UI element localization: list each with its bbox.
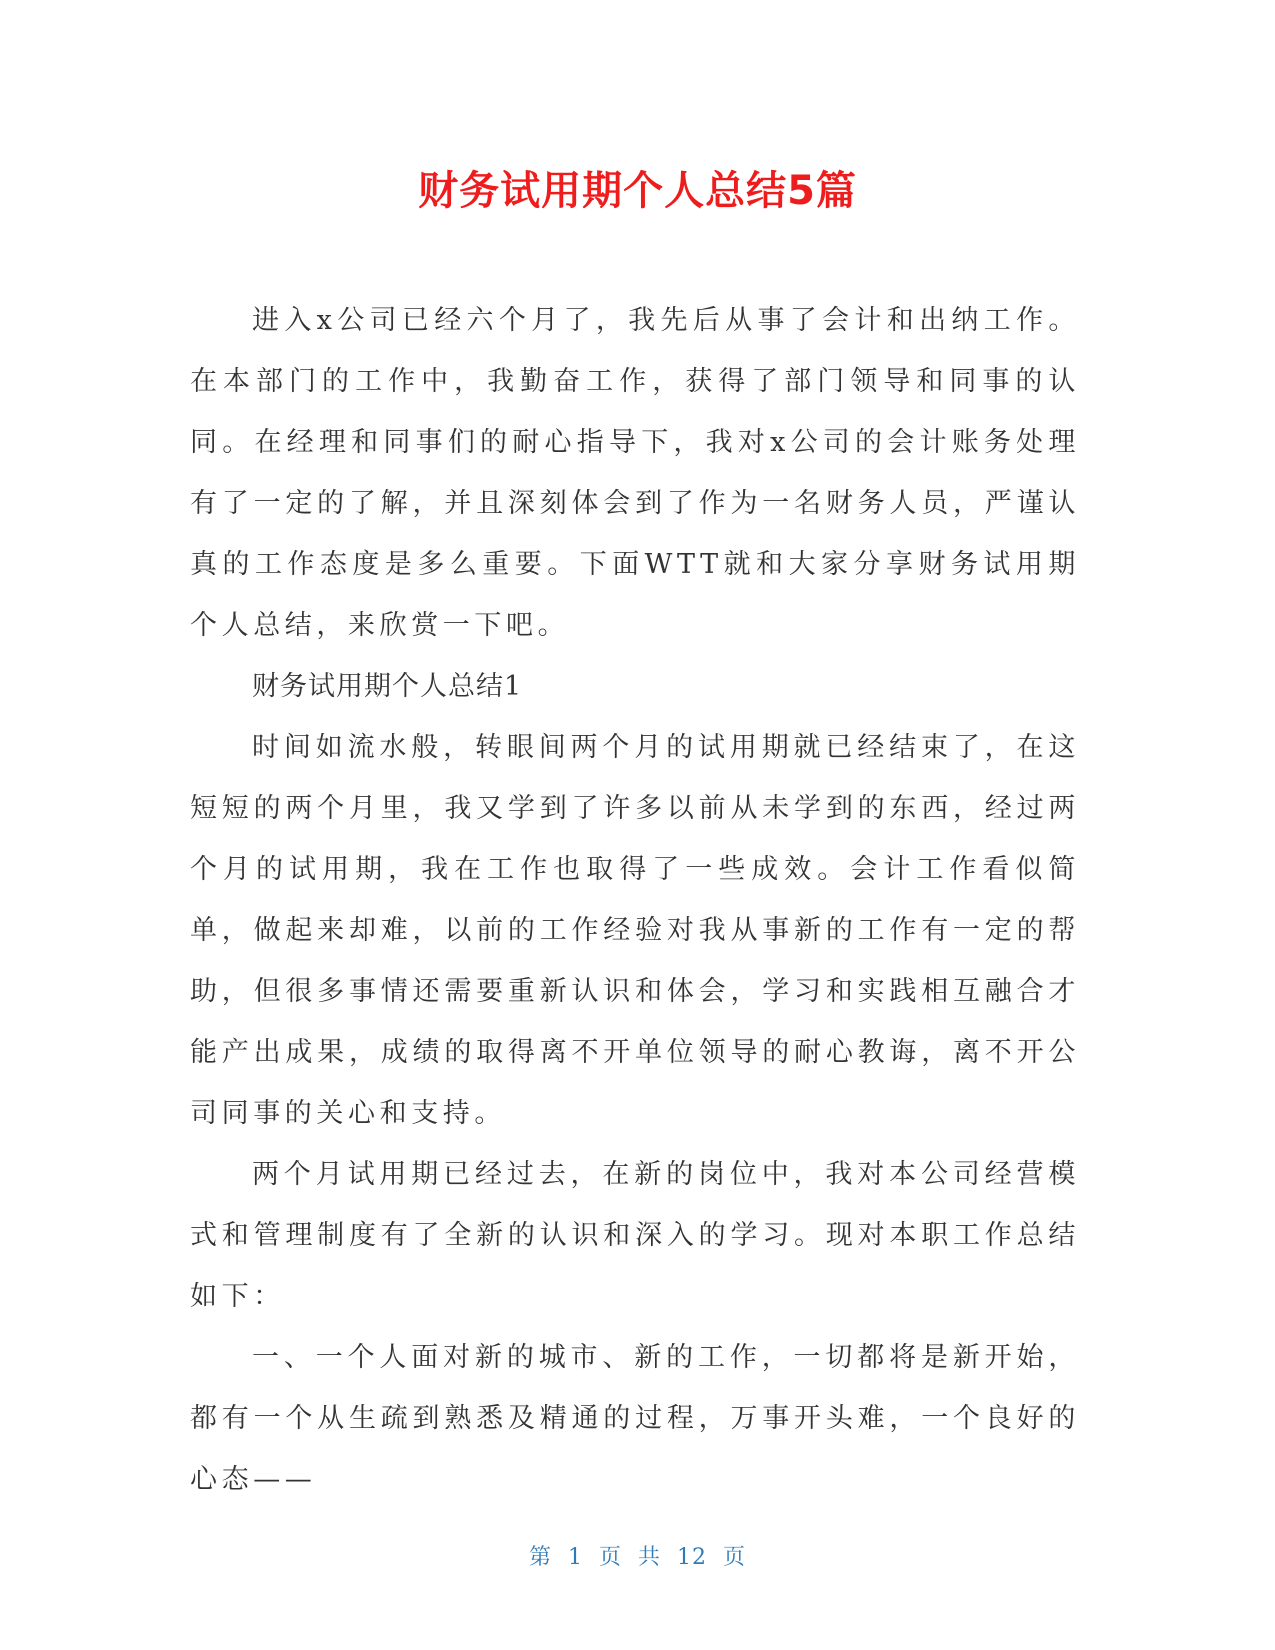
- document-body: [190, 290, 1080, 1510]
- body-paragraph: 一、一个人面对新的城市、新的工作，一切都将是新开始，都有一个从生疏到熟悉及精通的过程，万事开头难，一个良好的心态——: [190, 1342, 1080, 1495]
- section-heading: 财务试用期个人总结1: [252, 671, 523, 702]
- intro-paragraph: 进入x公司已经六个月了，我先后从事了会计和出纳工作。在本部门的工作中，我勤奋工作，获得了部门领导和同事的认同。在经理和同事们的耐心指导下，我对x公司的会计账务处理有了一定的了解，并且深刻体会到了作为一名财务人员，严谨认真的工作态度是多么重要。下面WTT就和大家分享财务试用期个人总结，来欣赏一下吧。: [190, 305, 1080, 641]
- body-paragraph: 两个月试用期已经过去，在新的岗位中，我对本公司经营模式和管理制度有了全新的认识和深入的学习。现对本职工作总结如下：: [190, 1159, 1080, 1312]
- document-title: 财务试用期个人总结5篇: [418, 168, 857, 214]
- body-paragraph: 时间如流水般，转眼间两个月的试用期就已经结束了，在这短短的两个月里，我又学到了许多以前从未学到的东西，经过两个月的试用期，我在工作也取得了一些成效。会计工作看似简单，做起来却难，以前的工作经验对我从事新的工作有一定的帮助，但很多事情还需要重新认识和体会，学习和实践相互融合才能产出成果，成绩的取得离不开单位领导的耐心教诲，离不开公司同事的关心和支持。: [190, 732, 1080, 1129]
- page-number-footer: 第 1 页 共 12 页: [529, 1545, 746, 1570]
